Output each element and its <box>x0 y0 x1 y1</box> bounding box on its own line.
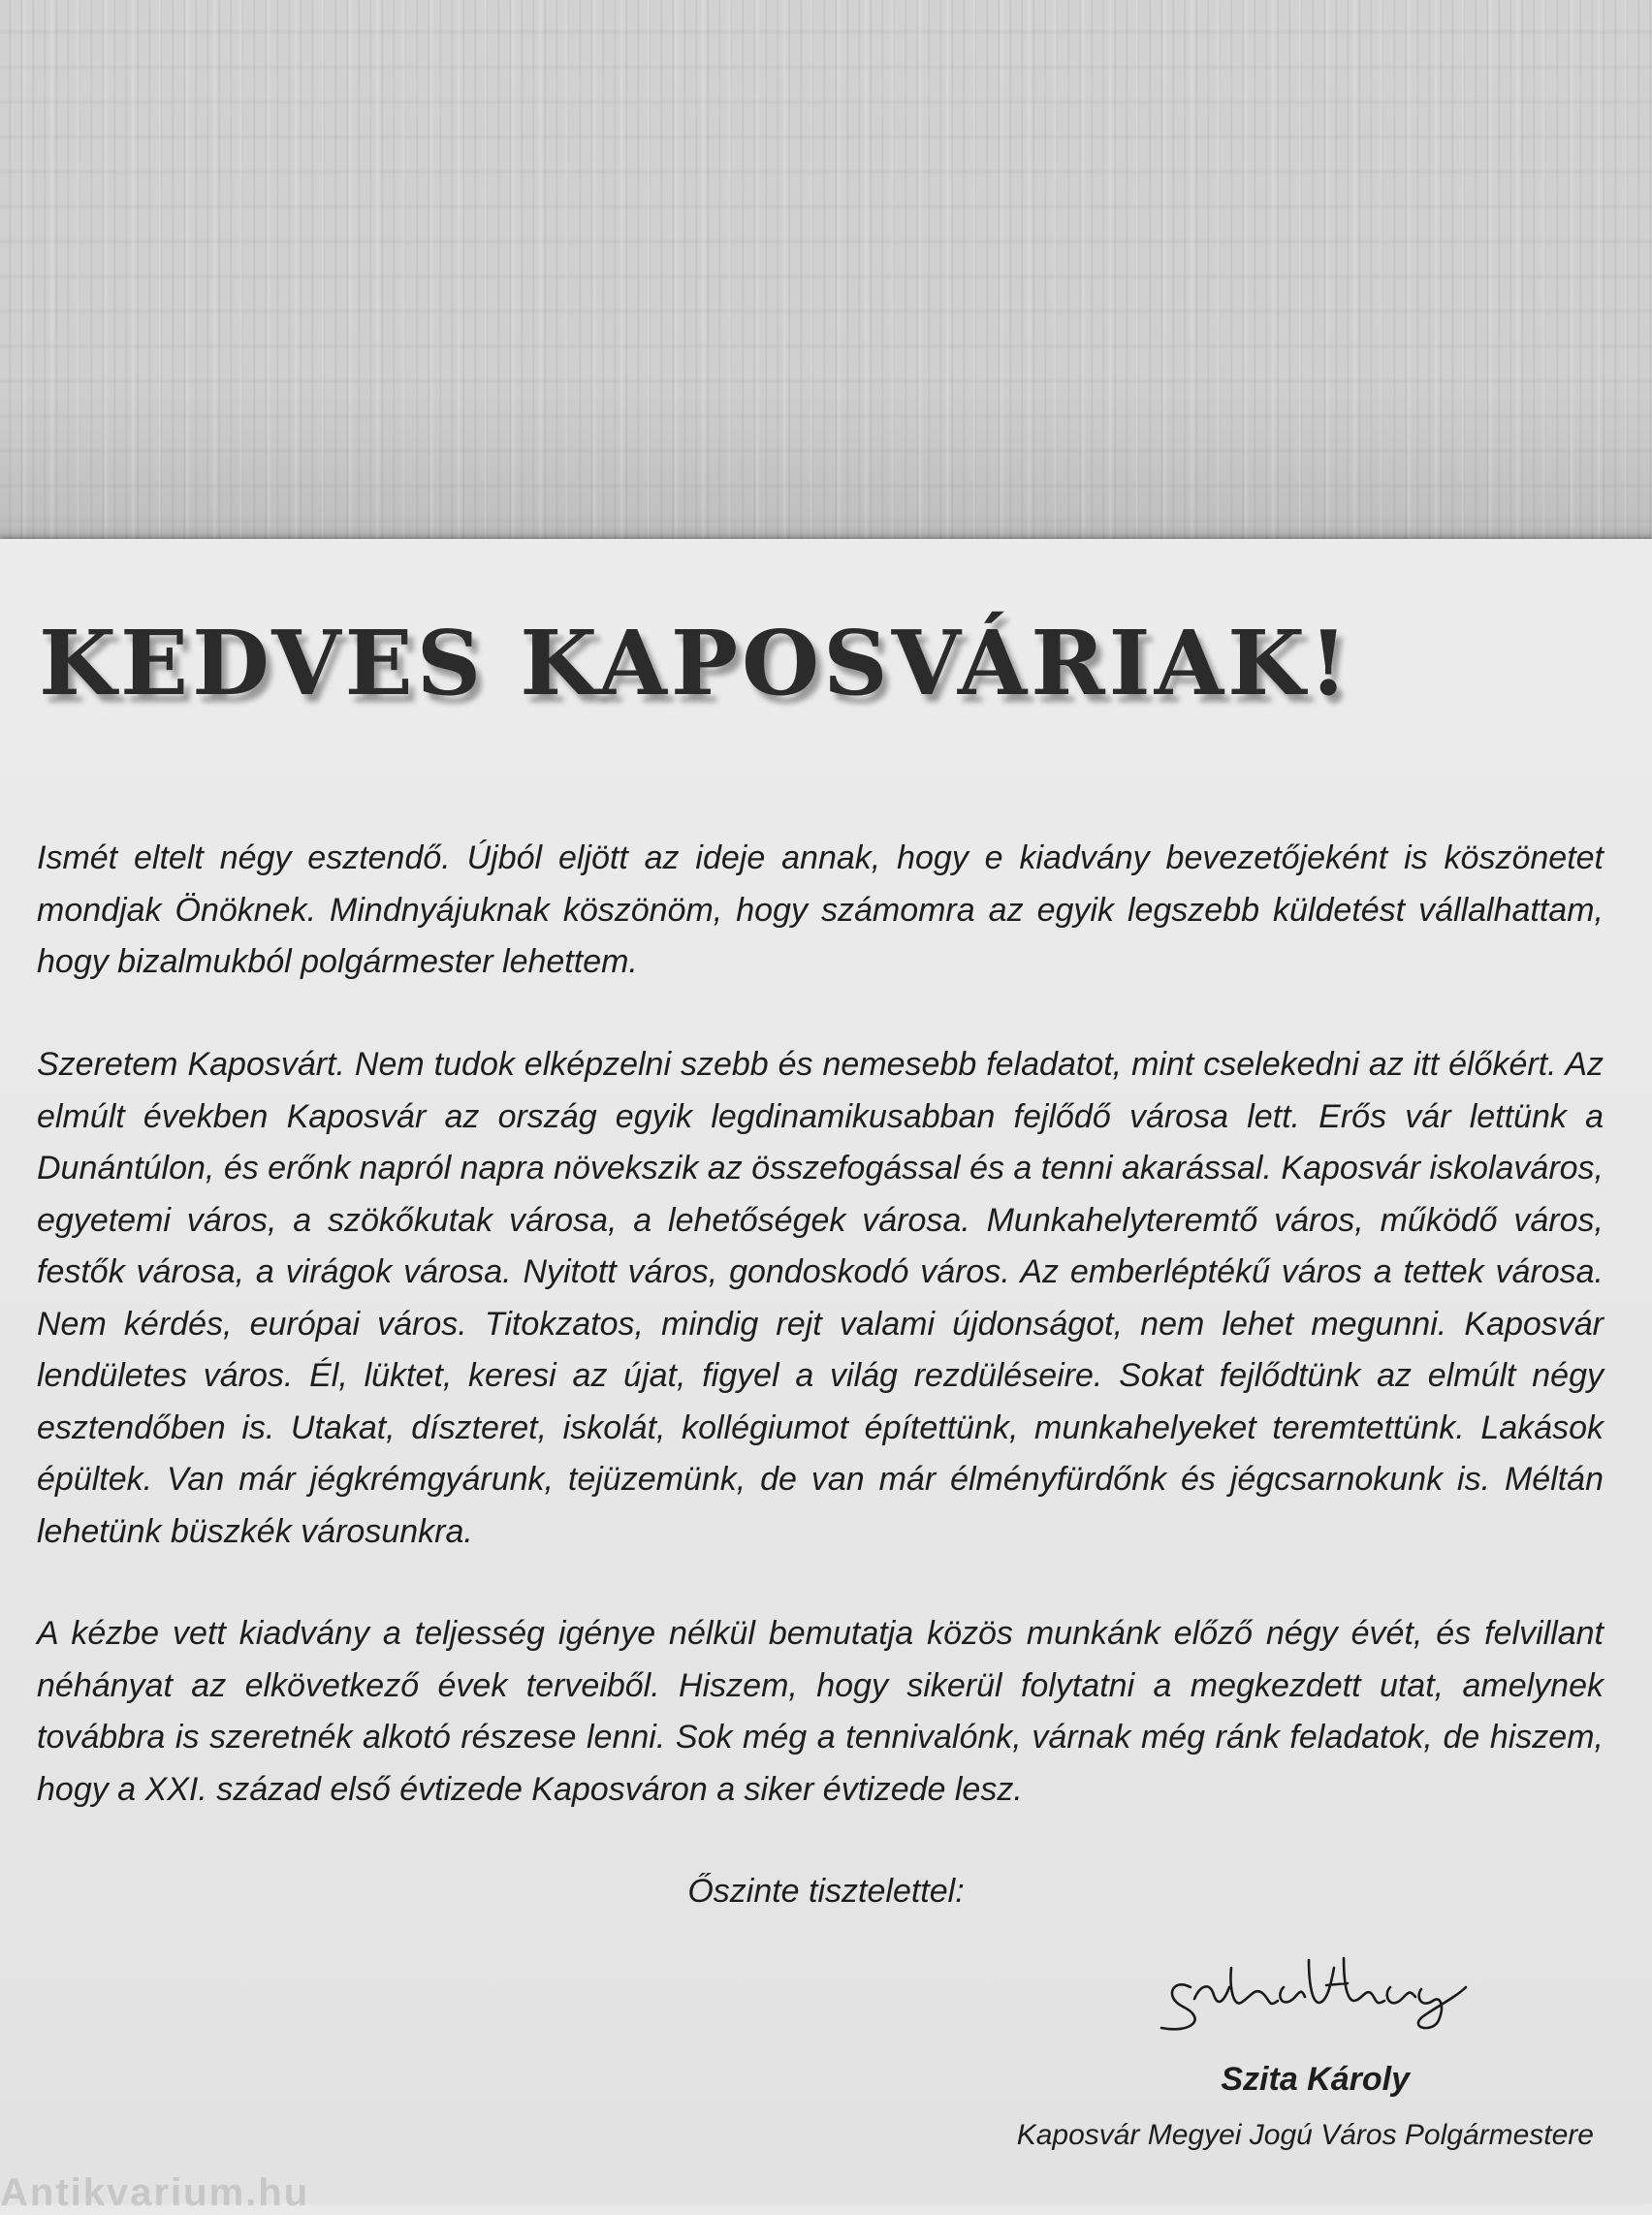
closing-line: Őszinte tisztelettel: <box>687 1873 965 1910</box>
paragraph-1: Ismét eltelt négy esztendő. Újból eljött az ideje annak, hogy e kiadvány bevezetőjeként is köszönetet mondjak Önöknek. Mindnyájuknak köszönöm, hogy számomra az egyik legszebb küldetést vállalhattam, hogy bizalmukból polgármester lehettem. <box>37 839 1604 980</box>
watermark-text: Antikvarium.hu <box>0 2171 310 2214</box>
handwritten-signature <box>1154 1939 1474 2045</box>
letter-heading: KEDVES KAPOSVÁRIAK! <box>39 611 1352 715</box>
signatory-name: Szita Károly <box>1221 2061 1410 2098</box>
paragraph-3: A kézbe vett kiadvány a teljesség igénye nélkül bemutatja közös munkánk előző négy évét, és felvillant néhányat az elkövetkező évek terveiből. Hiszem, hogy sikerül folytatni a megkezdett utat, amelynek továbbra is szeretnék alkotó részese lenni. Sok még a tennivalónk, várnak még ránk feladatok, de hiszem, hogy a XXI. század első évtizede Kaposváron a siker évtizede lesz. <box>37 1615 1604 1808</box>
wood-background <box>0 0 1652 543</box>
signatory-title: Kaposvár Megyei Jogú Város Polgármestere <box>1016 2119 1594 2151</box>
paragraph-2: Szeretem Kaposvárt. Nem tudok elképzelni szebb és nemesebb feladatot, mint cselekedni az itt élőkért. Az elmúlt években Kaposvár az ország egyik legdinamikusabban fejlődő városa lett. Erős vár lettünk a Dunántúlon, és erőnk napról napra növekszik az összefogással és a tenni akarással. Kaposvár iskolaváros, egyetemi város, a szökőkutak városa, a lehetőségek városa. Munkahelyteremtő város, működő város, festők városa, a virágok városa. Nyitott város, gondoskodó város. Az emberléptékű város a tettek városa. Nem kérdés, európai város. Titokzatos, mindig rejt valami újdonságot, nem lehet megunni. Kaposvár lendületes város. Él, lüktet, keresi az újat, figyel a világ rezdüléseire. Sokat fejlődtünk az elmúlt négy esztendőben is. Utakat, díszteret, iskolát, kollégiumot építettünk, munkahelyeket teremtettünk. Lakások épültek. Van már jégkrémgyárunk, tejüzemünk, de van már élményfürdőnk és jégcsarnokunk is. Méltán lehetünk büszkék városunkra. <box>37 1046 1604 1550</box>
